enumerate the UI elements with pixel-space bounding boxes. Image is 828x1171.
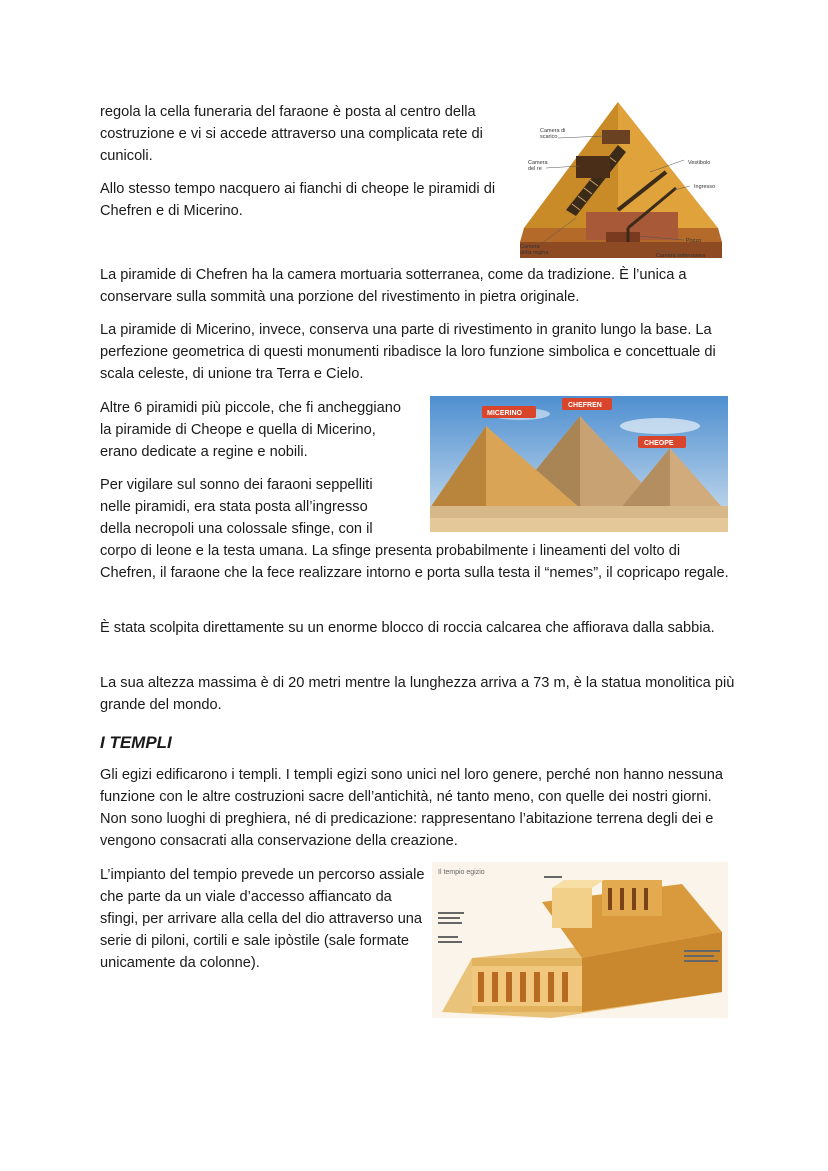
pyramid-cross-section-figure <box>516 100 732 260</box>
label-camera-regina-1: Camera <box>520 244 540 250</box>
label-camera-scarico-1: Camera di <box>540 128 566 134</box>
giza-pyramids-photo <box>430 396 728 532</box>
label-ingresso: Ingresso <box>694 184 716 190</box>
label-camera-regina-2: della regina <box>520 250 549 256</box>
label-camera-re-2: del re <box>528 166 542 172</box>
tag-cheope: CHEOPE <box>644 440 674 447</box>
label-camera-scarico-2: scarico <box>540 134 558 140</box>
paragraph-smaller-pyramids: Altre 6 piramidi più piccole, che fi ancheggiano la piramide di Cheope e quella di Micerino, erano dedicate a regine e nobili. <box>100 400 401 460</box>
paragraph-temple-layout: L’impianto del tempio prevede un percorso assiale che parte da un viale d’accesso affiancato da sfingi, per arrivare alla cella del dio attraverso una serie di piloni, cortili e sale ipòstile (sale formate unicamente da colonne). <box>100 867 425 971</box>
paragraph-micerino: La piramide di Micerino, invece, conserva una parte di rivestimento in granito lungo la base. La perfezione geometrica di questi monumenti ribadisce la loro funzione simbolica e concettuale di scala celeste, di unione tra Terra e Cielo. <box>100 322 716 382</box>
tag-chefren: CHEFREN <box>568 402 602 409</box>
label-camera-re-1: Camera <box>528 160 548 166</box>
tag-micerino: MICERINO <box>487 410 522 417</box>
paragraph-burial-chamber: regola la cella funeraria del faraone è posta al centro della costruzione e vi si accede attraverso una complicata rete di cunicoli. <box>100 104 483 164</box>
label-vestibolo: Vestibolo <box>688 160 711 166</box>
paragraph-chefren-micerino-origin: Allo stesso tempo nacquero ai fianchi di cheope le piramidi di Chefren e di Micerino. <box>100 181 496 219</box>
section-heading-templi: I TEMPLI <box>100 733 172 752</box>
paragraph-sphinx-size: La sua altezza massima è di 20 metri mentre la lunghezza arriva a 73 m, è la statua monolitica più grande del mondo. <box>100 675 735 713</box>
paragraph-sphinx-description: corpo di leone e la testa umana. La sfinge presenta probabilmente i lineamenti del volto di Chefren, il faraone che la fece realizzare intorno e porta sulla testa il “nemes”, il copricapo regale. <box>100 543 729 581</box>
paragraph-sphinx-intro: Per vigilare sul sonno dei faraoni seppelliti nelle piramidi, era stata posta all’ingresso della necropoli una colossale sfinge, con il <box>100 477 373 537</box>
paragraph-temples: Gli egizi edificarono i templi. I templi egizi sono unici nel loro genere, perché non hanno nessuna funzione con le altre costruzioni sacre dell’antichità, né tanto meno, con quelle dei nostri giorni. Non sono luoghi di preghiera, né di predicazione: rappresentano l’abitazione terrena degli dei e vengono consacrati alla conservazione della creazione. <box>100 767 724 849</box>
label-camera-sotterranea: Camera sotterranea <box>656 253 705 259</box>
egyptian-temple-illustration <box>432 862 728 1018</box>
temple-figure-title: Il tempio egizio <box>438 869 485 876</box>
paragraph-sphinx-carved: È stata scolpita direttamente su un enorme blocco di roccia calcarea che affiorava dalla sabbia. <box>100 620 715 636</box>
label-pozzo: Pozzo <box>686 238 702 244</box>
paragraph-chefren: La piramide di Chefren ha la camera mortuaria sotterranea, come da tradizione. È l’unica a conservare sulla sommità una porzione del rivestimento in pietra originale. <box>100 267 687 305</box>
